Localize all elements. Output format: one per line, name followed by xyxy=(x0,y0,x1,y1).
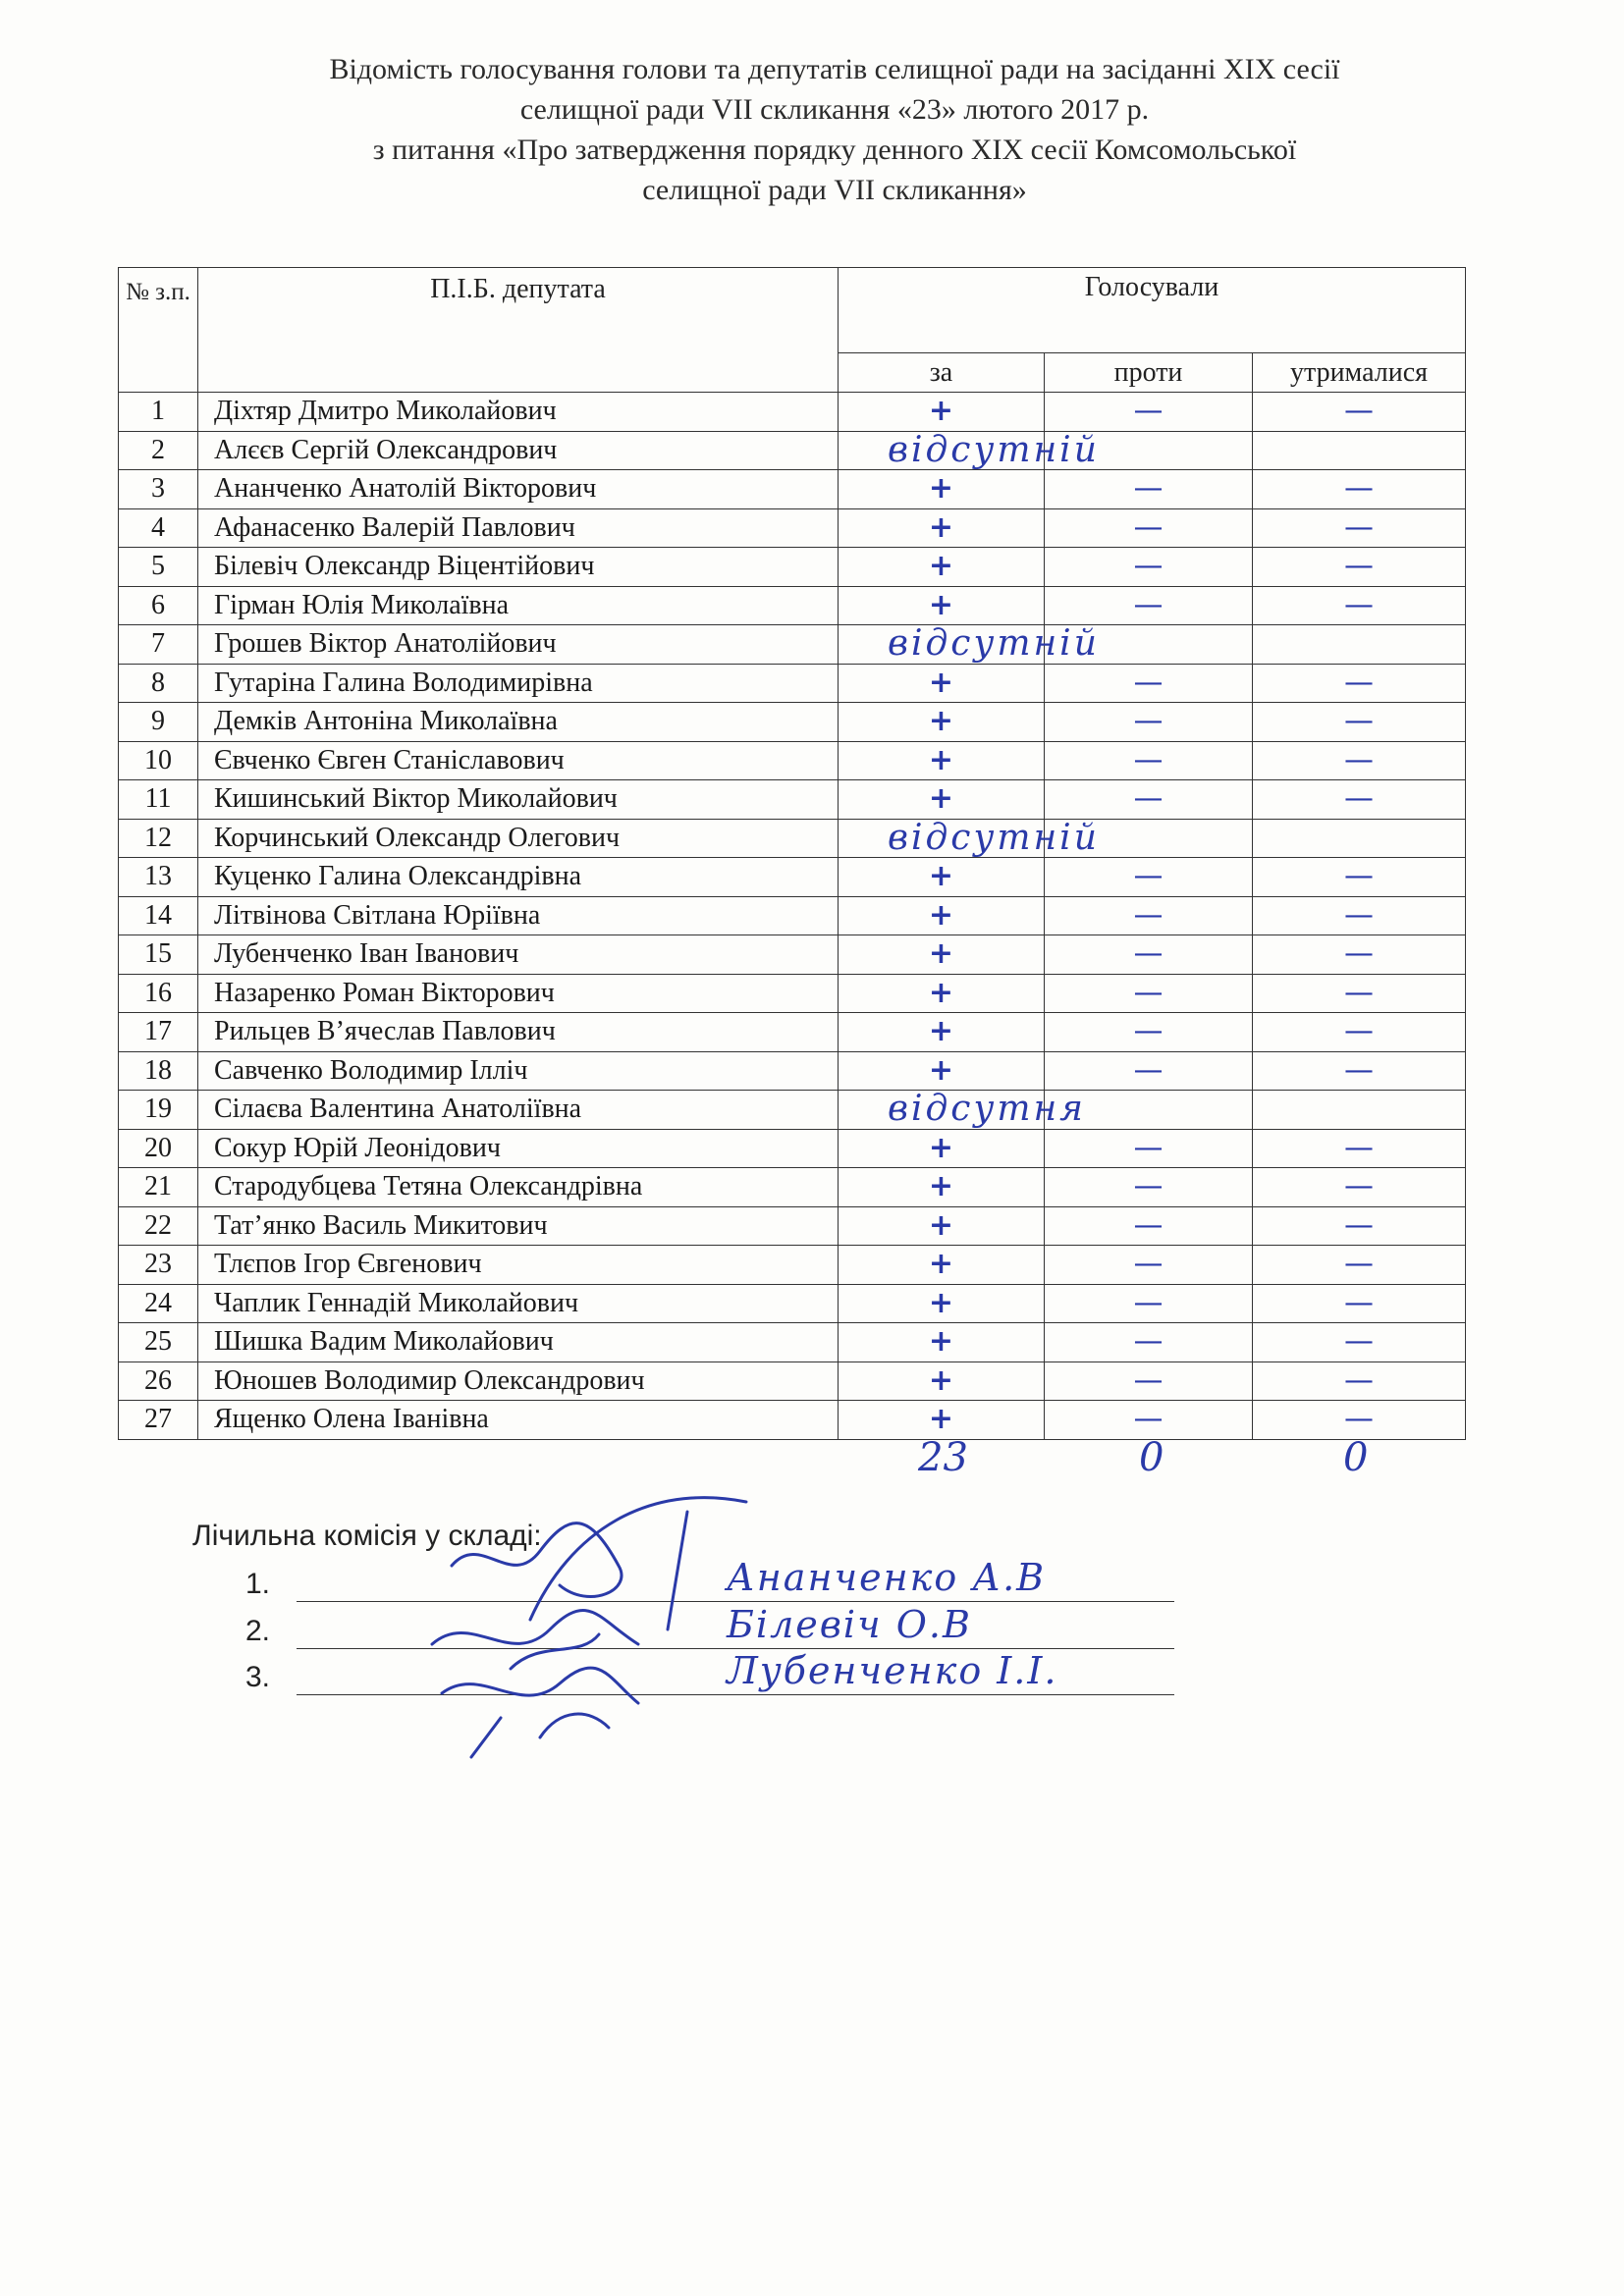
dash-mark: — xyxy=(1344,1247,1374,1281)
plus-mark: + xyxy=(928,665,954,700)
vote-abstained-cell xyxy=(1253,858,1466,897)
plus-mark: + xyxy=(928,1247,954,1281)
vote-for-cell xyxy=(839,1323,1045,1362)
vote-for-cell xyxy=(839,741,1045,780)
row-number: 2 xyxy=(119,431,198,470)
dash-mark: — xyxy=(1344,1362,1374,1398)
dash-mark: — xyxy=(1344,897,1374,933)
vote-for-cell xyxy=(839,703,1045,742)
vote-against-cell xyxy=(1045,1206,1253,1246)
deputy-name: Лубенченко Іван Іванович xyxy=(198,935,839,975)
deputy-name: Гутаріна Галина Володимирівна xyxy=(198,664,839,703)
vote-for-cell xyxy=(839,664,1045,703)
plus-mark: + xyxy=(928,549,954,583)
table-row xyxy=(119,1168,1466,1207)
dash-mark: — xyxy=(1133,897,1164,933)
deputy-name: Стародубцева Тетяна Олександрівна xyxy=(198,1168,839,1207)
plus-mark: + xyxy=(928,859,954,893)
deputy-name: Тат’янко Василь Микитович xyxy=(198,1206,839,1246)
plus-mark: + xyxy=(928,1324,954,1359)
plus-mark: + xyxy=(928,587,954,622)
title-line-4: селищної ради VII скликання» xyxy=(642,174,1027,206)
vote-against-cell xyxy=(1045,858,1253,897)
dash-mark: — xyxy=(1344,1052,1374,1088)
vote-for-cell xyxy=(839,586,1045,625)
commission-label: Лічильна комісія у складі: xyxy=(192,1520,542,1552)
total-abstained: 0 xyxy=(1343,1435,1369,1480)
row-number: 5 xyxy=(119,548,198,587)
vote-against-cell xyxy=(1045,935,1253,975)
handwritten-signatures xyxy=(393,1472,785,1767)
dash-mark: — xyxy=(1344,704,1374,738)
vote-for-cell xyxy=(839,470,1045,509)
row-number: 18 xyxy=(119,1051,198,1091)
deputy-name: Кишинський Віктор Миколайович xyxy=(198,780,839,820)
vote-abstained-cell xyxy=(1253,1401,1466,1440)
vote-against-cell xyxy=(1045,819,1253,858)
table-row xyxy=(119,1013,1466,1052)
document-title xyxy=(147,49,1522,210)
plus-mark: + xyxy=(928,471,954,506)
row-number: 3 xyxy=(119,470,198,509)
voting-table-body xyxy=(119,393,1466,1440)
vote-for-cell xyxy=(839,974,1045,1013)
table-row xyxy=(119,741,1466,780)
vote-abstained-cell xyxy=(1253,548,1466,587)
vote-against-cell xyxy=(1045,1091,1253,1130)
deputy-name: Євченко Євген Станіславович xyxy=(198,741,839,780)
dash-mark: — xyxy=(1133,1362,1164,1398)
member-number: 1. xyxy=(245,1568,271,1600)
vote-against-cell xyxy=(1045,1323,1253,1362)
dash-mark: — xyxy=(1133,1207,1164,1243)
vote-for-cell xyxy=(839,1013,1045,1052)
plus-mark: + xyxy=(928,1169,954,1203)
table-row xyxy=(119,1401,1466,1440)
table-row xyxy=(119,1246,1466,1285)
row-number: 11 xyxy=(119,780,198,820)
dash-mark: — xyxy=(1133,1402,1164,1436)
vote-against-cell xyxy=(1045,703,1253,742)
plus-mark: + xyxy=(928,897,954,933)
dash-mark: — xyxy=(1344,1402,1374,1436)
vote-abstained-cell xyxy=(1253,1168,1466,1207)
plus-mark: + xyxy=(928,1207,954,1243)
row-number: 13 xyxy=(119,858,198,897)
vote-for-cell xyxy=(839,623,1100,665)
vote-against-cell xyxy=(1045,974,1253,1013)
row-number: 27 xyxy=(119,1401,198,1440)
dash-mark: — xyxy=(1344,471,1374,506)
table-row xyxy=(119,664,1466,703)
row-number: 26 xyxy=(119,1362,198,1401)
table-row xyxy=(119,1206,1466,1246)
deputy-name: Сокур Юрій Леонідович xyxy=(198,1129,839,1168)
row-number: 6 xyxy=(119,586,198,625)
vote-for-cell xyxy=(839,1246,1045,1285)
title-line-3: з питання «Про затвердження порядку денного ХІХ сесії Комсомольської xyxy=(372,133,1297,166)
row-number: 4 xyxy=(119,508,198,548)
plus-mark: + xyxy=(928,1052,954,1088)
vote-abstained-cell xyxy=(1253,1246,1466,1285)
vote-against-cell xyxy=(1045,508,1253,548)
vote-for-cell xyxy=(839,1284,1045,1323)
deputy-name: Рильцев В’ячеслав Павлович xyxy=(198,1013,839,1052)
member-number: 2. xyxy=(245,1615,271,1647)
table-row xyxy=(119,1362,1466,1401)
vote-for-cell xyxy=(839,1362,1045,1401)
dash-mark: — xyxy=(1344,1207,1374,1243)
dash-mark: — xyxy=(1133,665,1164,700)
dash-mark: — xyxy=(1133,394,1164,428)
total-against: 0 xyxy=(1139,1435,1164,1480)
dash-mark: — xyxy=(1344,1130,1374,1165)
plus-mark: + xyxy=(928,1014,954,1048)
vote-for-cell xyxy=(839,1129,1045,1168)
header-voted: Голосували xyxy=(839,268,1466,353)
signature-3 xyxy=(442,1668,638,1757)
vote-abstained-cell xyxy=(1253,896,1466,935)
vote-abstained-cell xyxy=(1253,1323,1466,1362)
deputy-name: Ананченко Анатолій Вікторович xyxy=(198,470,839,509)
deputy-name: Сілаєва Валентина Анатоліївна xyxy=(198,1091,839,1130)
row-number: 14 xyxy=(119,896,198,935)
vote-against-cell xyxy=(1045,1246,1253,1285)
absent-note: відсутній xyxy=(888,623,1100,664)
deputy-name: Алєєв Сергій Олександрович xyxy=(198,431,839,470)
dash-mark: — xyxy=(1344,975,1374,1010)
vote-abstained-cell xyxy=(1253,431,1466,470)
title-line-1: Відомість голосування голови та депутатів селищної ради на засіданні ХІХ сесії xyxy=(329,53,1340,85)
plus-mark: + xyxy=(928,1130,954,1165)
dash-mark: — xyxy=(1344,509,1374,545)
dash-mark: — xyxy=(1133,781,1164,816)
header-for: за xyxy=(839,353,1045,393)
row-number: 19 xyxy=(119,1091,198,1130)
plus-mark: + xyxy=(928,975,954,1010)
table-row xyxy=(119,974,1466,1013)
vote-for-cell xyxy=(839,858,1045,897)
vote-against-cell xyxy=(1045,741,1253,780)
member-name: Білевіч О.В xyxy=(727,1603,972,1646)
row-number: 15 xyxy=(119,935,198,975)
dash-mark: — xyxy=(1344,665,1374,700)
plus-mark: + xyxy=(928,936,954,971)
vote-for-cell xyxy=(839,1168,1045,1207)
header-name: П.І.Б. депутата xyxy=(198,268,839,393)
dash-mark: — xyxy=(1133,1052,1164,1088)
dash-mark: — xyxy=(1344,549,1374,583)
vote-against-cell xyxy=(1045,548,1253,587)
dash-mark: — xyxy=(1344,859,1374,893)
row-number: 22 xyxy=(119,1206,198,1246)
vote-against-cell xyxy=(1045,1284,1253,1323)
signature-2 xyxy=(432,1611,638,1669)
title-line-2: селищної ради VІІ скликання «23» лютого 2017 р. xyxy=(519,93,1150,126)
dash-mark: — xyxy=(1344,1014,1374,1048)
dash-mark: — xyxy=(1344,781,1374,816)
vote-against-cell xyxy=(1045,1129,1253,1168)
table-row xyxy=(119,431,1466,470)
row-number: 21 xyxy=(119,1168,198,1207)
vote-against-cell xyxy=(1045,393,1253,432)
vote-against-cell xyxy=(1045,431,1253,470)
vote-abstained-cell xyxy=(1253,1013,1466,1052)
vote-for-cell xyxy=(839,1401,1045,1440)
vote-against-cell xyxy=(1045,664,1253,703)
dash-mark: — xyxy=(1344,394,1374,428)
deputy-name: Шишка Вадим Миколайович xyxy=(198,1323,839,1362)
table-row xyxy=(119,548,1466,587)
dash-mark: — xyxy=(1133,1324,1164,1359)
header-num: № з.п. xyxy=(119,268,198,393)
deputy-name: Ященко Олена Іванівна xyxy=(198,1401,839,1440)
deputy-name: Чаплик Геннадій Миколайович xyxy=(198,1284,839,1323)
deputy-name: Савченко Володимир Ілліч xyxy=(198,1051,839,1091)
row-number: 10 xyxy=(119,741,198,780)
table-row xyxy=(119,780,1466,820)
row-number: 1 xyxy=(119,393,198,432)
dash-mark: — xyxy=(1133,975,1164,1010)
voting-table xyxy=(118,267,1466,1440)
plus-mark: + xyxy=(928,1285,954,1320)
vote-against-cell xyxy=(1045,625,1253,665)
vote-for-cell xyxy=(839,780,1045,820)
dash-mark: — xyxy=(1133,936,1164,971)
absent-note: відсутній xyxy=(888,817,1100,858)
absent-note: відсутній xyxy=(888,429,1100,470)
deputy-name: Діхтяр Дмитро Миколайович xyxy=(198,393,839,432)
table-row xyxy=(119,1284,1466,1323)
vote-abstained-cell xyxy=(1253,741,1466,780)
deputy-name: Корчинський Олександр Олегович xyxy=(198,819,839,858)
row-number: 12 xyxy=(119,819,198,858)
row-number: 23 xyxy=(119,1246,198,1285)
deputy-name: Літвінова Світлана Юріївна xyxy=(198,896,839,935)
vote-against-cell xyxy=(1045,1168,1253,1207)
dash-mark: — xyxy=(1133,1169,1164,1203)
plus-mark: + xyxy=(928,742,954,777)
vote-for-cell xyxy=(839,393,1045,432)
dash-mark: — xyxy=(1344,587,1374,622)
deputy-name: Тлєпов Ігор Євгенович xyxy=(198,1246,839,1285)
signature-1 xyxy=(452,1498,746,1629)
plus-mark: + xyxy=(928,1402,954,1436)
vote-abstained-cell xyxy=(1253,664,1466,703)
vote-abstained-cell xyxy=(1253,508,1466,548)
vote-for-cell xyxy=(839,508,1045,548)
deputy-name: Гірман Юлія Миколаївна xyxy=(198,586,839,625)
vote-against-cell xyxy=(1045,1051,1253,1091)
vote-abstained-cell xyxy=(1253,974,1466,1013)
table-row xyxy=(119,586,1466,625)
deputy-name: Білевіч Олександр Віцентійович xyxy=(198,548,839,587)
vote-against-cell xyxy=(1045,470,1253,509)
deputy-name: Афанасенко Валерій Павлович xyxy=(198,508,839,548)
table-row xyxy=(119,1129,1466,1168)
vote-for-cell xyxy=(839,1206,1045,1246)
table-row xyxy=(119,703,1466,742)
row-number: 17 xyxy=(119,1013,198,1052)
deputy-name: Грошев Віктор Анатолійович xyxy=(198,625,839,665)
table-row xyxy=(119,393,1466,432)
vote-abstained-cell xyxy=(1253,1206,1466,1246)
dash-mark: — xyxy=(1133,471,1164,506)
row-number: 16 xyxy=(119,974,198,1013)
header-abstained: утрималися xyxy=(1253,353,1466,393)
plus-mark: + xyxy=(928,781,954,816)
plus-mark: + xyxy=(928,509,954,545)
dash-mark: — xyxy=(1133,742,1164,777)
dash-mark: — xyxy=(1133,1285,1164,1320)
table-row xyxy=(119,470,1466,509)
vote-abstained-cell xyxy=(1253,703,1466,742)
dash-mark: — xyxy=(1133,1247,1164,1281)
vote-against-cell xyxy=(1045,1013,1253,1052)
vote-abstained-cell xyxy=(1253,780,1466,820)
dash-mark: — xyxy=(1344,1285,1374,1320)
table-row xyxy=(119,819,1466,858)
vote-abstained-cell xyxy=(1253,1129,1466,1168)
vote-abstained-cell xyxy=(1253,1091,1466,1130)
header-against: проти xyxy=(1045,353,1253,393)
dash-mark: — xyxy=(1344,1169,1374,1203)
member-name: Ананченко А.В xyxy=(727,1556,1047,1599)
total-for: 23 xyxy=(918,1435,968,1480)
vote-abstained-cell xyxy=(1253,819,1466,858)
absent-note: відсутня xyxy=(888,1089,1087,1129)
deputy-name: Демків Антоніна Миколаївна xyxy=(198,703,839,742)
dash-mark: — xyxy=(1344,742,1374,777)
row-number: 8 xyxy=(119,664,198,703)
row-number: 20 xyxy=(119,1129,198,1168)
vote-abstained-cell xyxy=(1253,625,1466,665)
table-row xyxy=(119,625,1466,665)
vote-abstained-cell xyxy=(1253,1051,1466,1091)
vote-abstained-cell xyxy=(1253,1284,1466,1323)
vote-for-cell xyxy=(839,896,1045,935)
row-number: 25 xyxy=(119,1323,198,1362)
table-row xyxy=(119,935,1466,975)
dash-mark: — xyxy=(1344,1324,1374,1359)
member-name: Лубенченко І.І. xyxy=(727,1649,1058,1692)
vote-against-cell xyxy=(1045,780,1253,820)
vote-abstained-cell xyxy=(1253,470,1466,509)
vote-abstained-cell xyxy=(1253,393,1466,432)
vote-against-cell xyxy=(1045,896,1253,935)
row-number: 7 xyxy=(119,625,198,665)
dash-mark: — xyxy=(1133,1130,1164,1165)
plus-mark: + xyxy=(928,394,954,428)
vote-for-cell xyxy=(839,548,1045,587)
deputy-name: Юношев Володимир Олександрович xyxy=(198,1362,839,1401)
table-row xyxy=(119,508,1466,548)
vote-for-cell xyxy=(839,1089,1087,1130)
row-number: 9 xyxy=(119,703,198,742)
vote-against-cell xyxy=(1045,1401,1253,1440)
vote-against-cell xyxy=(1045,586,1253,625)
table-row xyxy=(119,896,1466,935)
dash-mark: — xyxy=(1344,936,1374,971)
dash-mark: — xyxy=(1133,1014,1164,1048)
vote-abstained-cell xyxy=(1253,1362,1466,1401)
dash-mark: — xyxy=(1133,549,1164,583)
row-number: 24 xyxy=(119,1284,198,1323)
member-number: 3. xyxy=(245,1661,271,1693)
vote-for-cell xyxy=(839,1051,1045,1091)
dash-mark: — xyxy=(1133,587,1164,622)
table-row xyxy=(119,1091,1466,1130)
table-row xyxy=(119,1323,1466,1362)
vote-for-cell xyxy=(839,935,1045,975)
vote-against-cell xyxy=(1045,1362,1253,1401)
deputy-name: Назаренко Роман Вікторович xyxy=(198,974,839,1013)
dash-mark: — xyxy=(1133,509,1164,545)
vote-for-cell xyxy=(839,429,1100,470)
dash-mark: — xyxy=(1133,704,1164,738)
plus-mark: + xyxy=(928,704,954,738)
vote-abstained-cell xyxy=(1253,586,1466,625)
dash-mark: — xyxy=(1133,859,1164,893)
vote-for-cell xyxy=(839,817,1100,858)
table-row xyxy=(119,1051,1466,1091)
deputy-name: Куценко Галина Олександрівна xyxy=(198,858,839,897)
table-row xyxy=(119,858,1466,897)
vote-abstained-cell xyxy=(1253,935,1466,975)
plus-mark: + xyxy=(928,1362,954,1398)
